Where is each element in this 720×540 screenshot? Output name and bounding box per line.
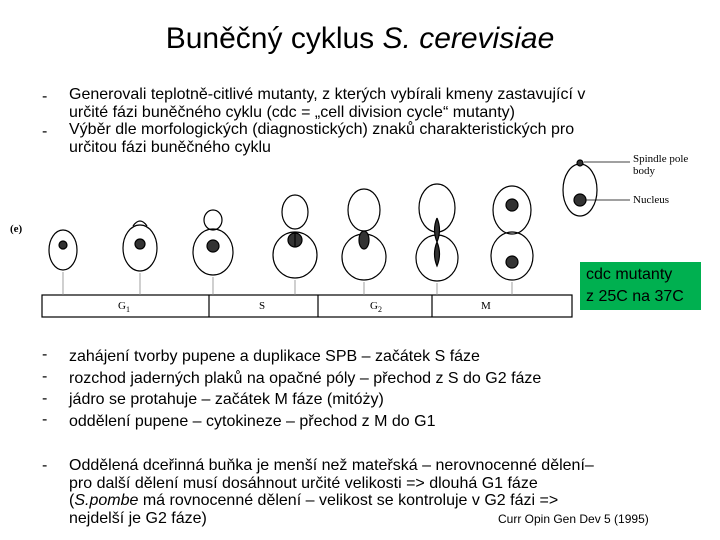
nucleus-3	[207, 240, 219, 252]
list-item: zahájení tvorby pupene a duplikace SPB – začátek S fáze	[69, 348, 480, 365]
bullet-line: určité fázi buněčného cyklu (cdc = „cell division cycle“ mutanty)	[69, 103, 515, 121]
bud-3	[204, 210, 222, 230]
phase-m: M	[481, 300, 491, 312]
nucleus-2	[135, 239, 145, 249]
nucleus-label: Nucleus	[633, 194, 670, 206]
reference-nucleus	[574, 194, 586, 206]
panel-label: (e)	[10, 223, 23, 235]
bullet-dash: -	[42, 457, 48, 474]
nucleus-5	[359, 231, 369, 249]
spindle-pole-body	[577, 160, 583, 166]
phase-g1: $G_1$	[118, 300, 130, 315]
cell-1	[49, 230, 77, 270]
list-item: rozchod jaderných plaků na opačné póly – přechod z S do G2 fáze	[69, 369, 542, 387]
nucleus-6	[435, 218, 440, 266]
bullet-dash: -	[42, 346, 48, 363]
phase-transition-list	[69, 346, 541, 432]
bottom-bullet-text: Oddělená dceřinná buňka je menší než mateřská – nerovnocenné dělení– pro další dělení musí dosáhnout určité velikosti => dlouhá G1 fáze (S.pombe má rovnocenné dělení – velikost se kontroluje v G2 fázi => nejdelší je G2 fáze)	[69, 457, 594, 527]
citation: Curr Opin Gen Dev 5 (1995)	[498, 512, 649, 526]
bullet-dash: -	[42, 88, 48, 105]
nucleus-1	[59, 241, 67, 249]
list-item: jádro se protahuje – začátek M fáze (mitóży)	[69, 391, 384, 408]
nucleus-7a	[506, 199, 518, 211]
cdc-mutants-box: cdc mutanty z 25C na 37C	[580, 262, 701, 310]
bud-4	[282, 195, 308, 229]
nucleus-7b	[506, 256, 518, 268]
bud-5	[348, 189, 380, 231]
bullet-dash: -	[42, 368, 48, 385]
list-item: oddělení pupene – cytokineze – přechod z M do G1	[69, 412, 436, 430]
bullet-dash: -	[42, 123, 48, 140]
reference-cell	[563, 164, 597, 216]
phase-g2: $G_2$	[370, 300, 382, 315]
bullet-dash: -	[42, 390, 48, 407]
bullet-line: Generovali teplotně-citlivé mutanty, z kterých vybírali kmeny zastavující v	[69, 86, 586, 103]
slide-title: Buněčný cyklus S. cerevisiae	[165, 22, 555, 55]
spindle-pole-label: Spindle pole body	[633, 153, 689, 177]
bullet-dash: -	[42, 411, 48, 428]
phase-s: S	[259, 300, 266, 312]
bullet-line: určitou fázi buněčného cyklu	[69, 138, 271, 156]
bullet-line: Výběr dle morfologických (diagnostických) znaků charakteristických pro	[69, 121, 575, 138]
